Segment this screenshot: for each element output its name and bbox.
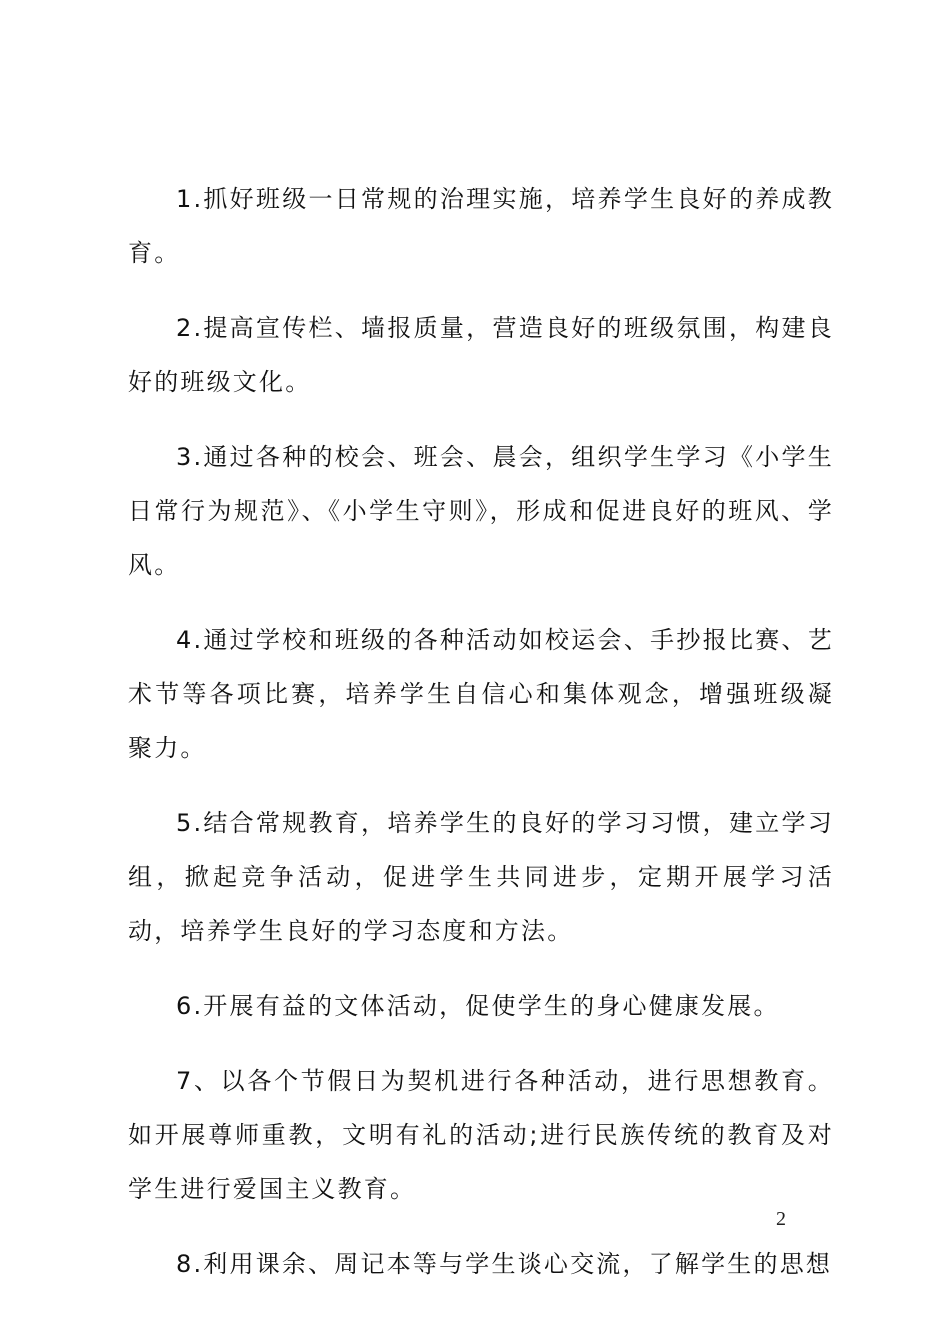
paragraph-3: 3.通过各种的校会、班会、晨会，组织学生学习《小学生日常行为规范》、《小学生守则》，形成和促进良好的班风、学风。 [128,443,834,579]
page-number: 2 [776,1208,786,1230]
paragraph-1: 1.抓好班级一日常规的治理实施，培养学生良好的养成教育。 [128,185,834,267]
paragraph-2: 2.提高宣传栏、墙报质量，营造良好的班级氛围，构建良好的班级文化。 [128,314,834,396]
paragraph-8: 8.利用课余、周记本等与学生谈心交流，了解学生的思想 [176,1250,833,1278]
paragraph-6: 6.开展有益的文体活动，促使学生的身心健康发展。 [176,992,780,1020]
paragraph-5: 5.结合常规教育，培养学生的良好的学习习惯，建立学习组，掀起竞争活动，促进学生共同进步，定期开展学习活动，培养学生良好的学习态度和方法。 [128,809,834,945]
paragraph-4: 4.通过学校和班级的各种活动如校运会、手抄报比赛、艺术节等各项比赛，培养学生自信心和集体观念，增强班级凝聚力。 [128,626,834,762]
body-text [128,172,834,1312]
paragraph-7: 7、以各个节假日为契机进行各种活动，进行思想教育。如开展尊师重教，文明有礼的活动;进行民族传统的教育及对学生进行爱国主义教育。 [128,1067,834,1203]
